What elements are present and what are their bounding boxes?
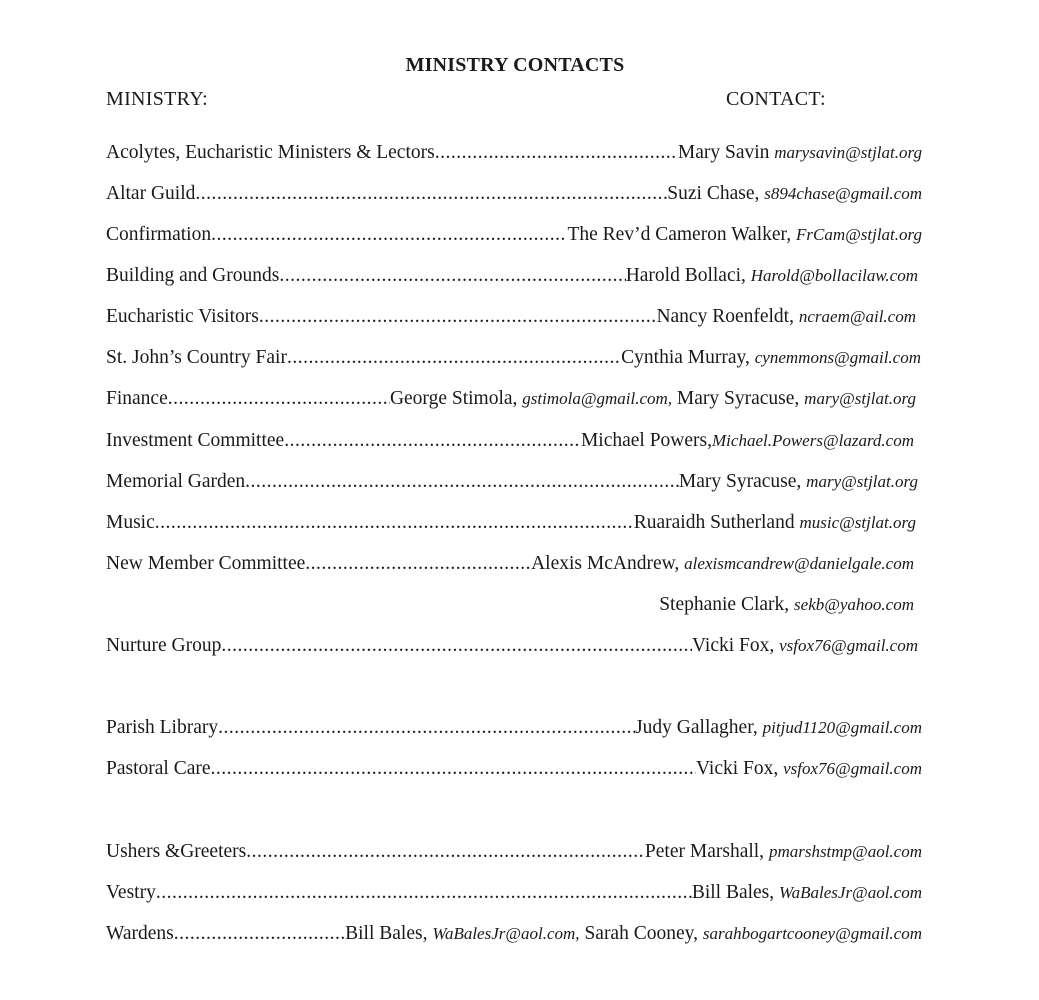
contact-name: Ruaraidh Sutherland <box>633 512 800 533</box>
contact-email: sekb@yahoo.com <box>794 595 914 614</box>
contact-email: vsfox76@gmail.com <box>783 759 922 778</box>
contact-row-parish-library <box>106 717 922 743</box>
contact-email-secondary: mary@stjlat.org <box>804 389 916 408</box>
contact-email: gstimola@gmail.com, <box>522 389 673 408</box>
contact-info <box>635 717 922 739</box>
contact-row-investment <box>106 430 914 456</box>
contact-row-music <box>106 512 916 538</box>
contact-email: pmarshstmp@aol.com <box>768 842 922 861</box>
contact-info <box>581 430 914 452</box>
ministry-name: New Member Committee <box>106 553 306 574</box>
contact-name: Nancy Roenfeldt, <box>656 306 799 327</box>
dot-leader <box>245 471 679 493</box>
dot-leader <box>174 923 345 945</box>
contact-name: Bill Bales, <box>345 923 433 944</box>
contact-info <box>692 635 918 657</box>
contact-name: Stephanie Clark, <box>659 594 795 615</box>
contact-info <box>390 388 916 410</box>
contact-email: pitjud1120@gmail.com <box>762 718 922 737</box>
contact-name: Cynthia Murray, <box>621 347 755 368</box>
dot-leader <box>195 183 667 205</box>
contact-info <box>692 882 922 904</box>
contact-row-pastoral-care <box>106 758 922 784</box>
contact-email: ncraem@ail.com <box>798 307 916 326</box>
contact-email: FrCam@stjlat.org <box>796 225 922 244</box>
contact-row-altar-guild <box>106 183 922 209</box>
ministry-column-header: MINISTRY: <box>106 88 208 110</box>
contact-column-header: CONTACT: <box>726 88 826 110</box>
ministry-name: Pastoral Care <box>106 758 211 779</box>
contact-name: Vicki Fox, <box>692 635 780 656</box>
contact-name: Harold Bollaci, <box>625 265 751 286</box>
contact-name: Mary Savin <box>677 142 775 163</box>
contact-info <box>531 553 914 575</box>
contact-row-vestry <box>106 882 922 908</box>
dot-leader <box>259 306 657 328</box>
dot-leader <box>211 224 567 246</box>
ministry-name: Nurture Group <box>106 635 222 656</box>
contact-name: Peter Marshall, <box>644 841 769 862</box>
contact-row-country-fair <box>106 347 921 373</box>
contact-info <box>626 265 918 287</box>
contact-info <box>621 347 921 369</box>
contact-row-building-grounds <box>106 265 918 291</box>
contact-info <box>567 224 922 246</box>
contact-name: Mary Syracuse, <box>678 471 807 492</box>
ministry-name: Acolytes, Eucharistic Ministers & Lectors <box>106 142 435 163</box>
contact-email: WaBalesJr@aol.com <box>779 883 922 902</box>
dot-leader <box>168 388 390 410</box>
contact-row-acolytes <box>106 142 922 168</box>
contact-name-secondary: Sarah Cooney, <box>579 923 703 944</box>
contact-name: Michael Powers, <box>580 430 713 451</box>
contact-email: marysavin@stjlat.org <box>774 143 922 162</box>
contact-info <box>345 923 922 945</box>
ministry-name: Parish Library <box>106 717 219 738</box>
contact-email: Harold@bollacilaw.com <box>750 266 918 285</box>
ministry-name: Building and Grounds <box>106 265 280 286</box>
contact-info <box>645 841 922 863</box>
contact-name: The Rev’d Cameron Walker, <box>567 224 796 245</box>
contact-email: music@stjlat.org <box>799 513 916 532</box>
ministry-name: Confirmation <box>106 224 212 245</box>
dot-leader <box>279 265 625 287</box>
dot-leader <box>155 512 634 534</box>
contact-info <box>678 142 922 164</box>
contact-row-finance <box>106 388 916 414</box>
contact-email: mary@stjlat.org <box>806 472 918 491</box>
contact-name: Alexis McAndrew, <box>531 553 685 574</box>
ministry-name: Vestry <box>106 882 156 903</box>
contact-email: vsfox76@gmail.com <box>779 636 918 655</box>
contact-email-secondary: sarahbogartcooney@gmail.com <box>702 924 922 943</box>
contact-info <box>634 512 916 534</box>
dot-leader <box>156 882 692 904</box>
ministry-name: Music <box>106 512 155 533</box>
contact-email: s894chase@gmail.com <box>764 184 922 203</box>
ministry-name: Investment Committee <box>106 430 285 451</box>
contact-email: Michael.Powers@lazard.com <box>712 431 914 450</box>
contact-name: Suzi Chase, <box>667 183 765 204</box>
contact-info <box>659 594 914 616</box>
dot-leader <box>221 635 692 657</box>
contact-row-confirmation <box>106 224 922 250</box>
ministry-name: Finance <box>106 388 168 409</box>
dot-leader <box>211 758 696 780</box>
dot-leader <box>284 430 581 452</box>
page-title: MINISTRY CONTACTS <box>405 54 625 76</box>
ministry-name: Altar Guild <box>106 183 196 204</box>
dot-leader <box>287 347 621 369</box>
contact-info <box>667 183 922 205</box>
contact-name: Bill Bales, <box>691 882 780 903</box>
ministry-name: Ushers &Greeters <box>106 841 247 862</box>
dot-leader <box>435 142 678 164</box>
contact-email: WaBalesJr@aol.com, <box>432 924 580 943</box>
contact-row-new-member-continued <box>106 594 914 620</box>
contact-row-eucharistic-visitors <box>106 306 916 332</box>
contact-info <box>696 758 922 780</box>
dot-leader <box>218 717 635 739</box>
ministry-name: Memorial Garden <box>106 471 246 492</box>
contact-row-ushers-greeters <box>106 841 922 867</box>
dot-leader <box>305 553 531 575</box>
ministry-name: Eucharistic Visitors <box>106 306 259 327</box>
ministry-name: St. John’s Country Fair <box>106 347 287 368</box>
dot-leader <box>246 841 645 863</box>
contact-row-nurture-group <box>106 635 918 661</box>
contact-name: George Stimola, <box>389 388 523 409</box>
contact-email: cynemmons@gmail.com <box>754 348 921 367</box>
contact-row-memorial-garden <box>106 471 918 497</box>
contact-name: Judy Gallagher, <box>635 717 763 738</box>
contact-row-new-member <box>106 553 914 579</box>
contact-row-wardens <box>106 923 922 949</box>
contact-info <box>656 306 916 328</box>
contact-email: alexismcandrew@danielgale.com <box>684 554 914 573</box>
ministry-name: Wardens <box>106 923 174 944</box>
contact-info <box>679 471 918 493</box>
contact-name-secondary: Mary Syracuse, <box>672 388 805 409</box>
contact-name: Vicki Fox, <box>696 758 784 779</box>
